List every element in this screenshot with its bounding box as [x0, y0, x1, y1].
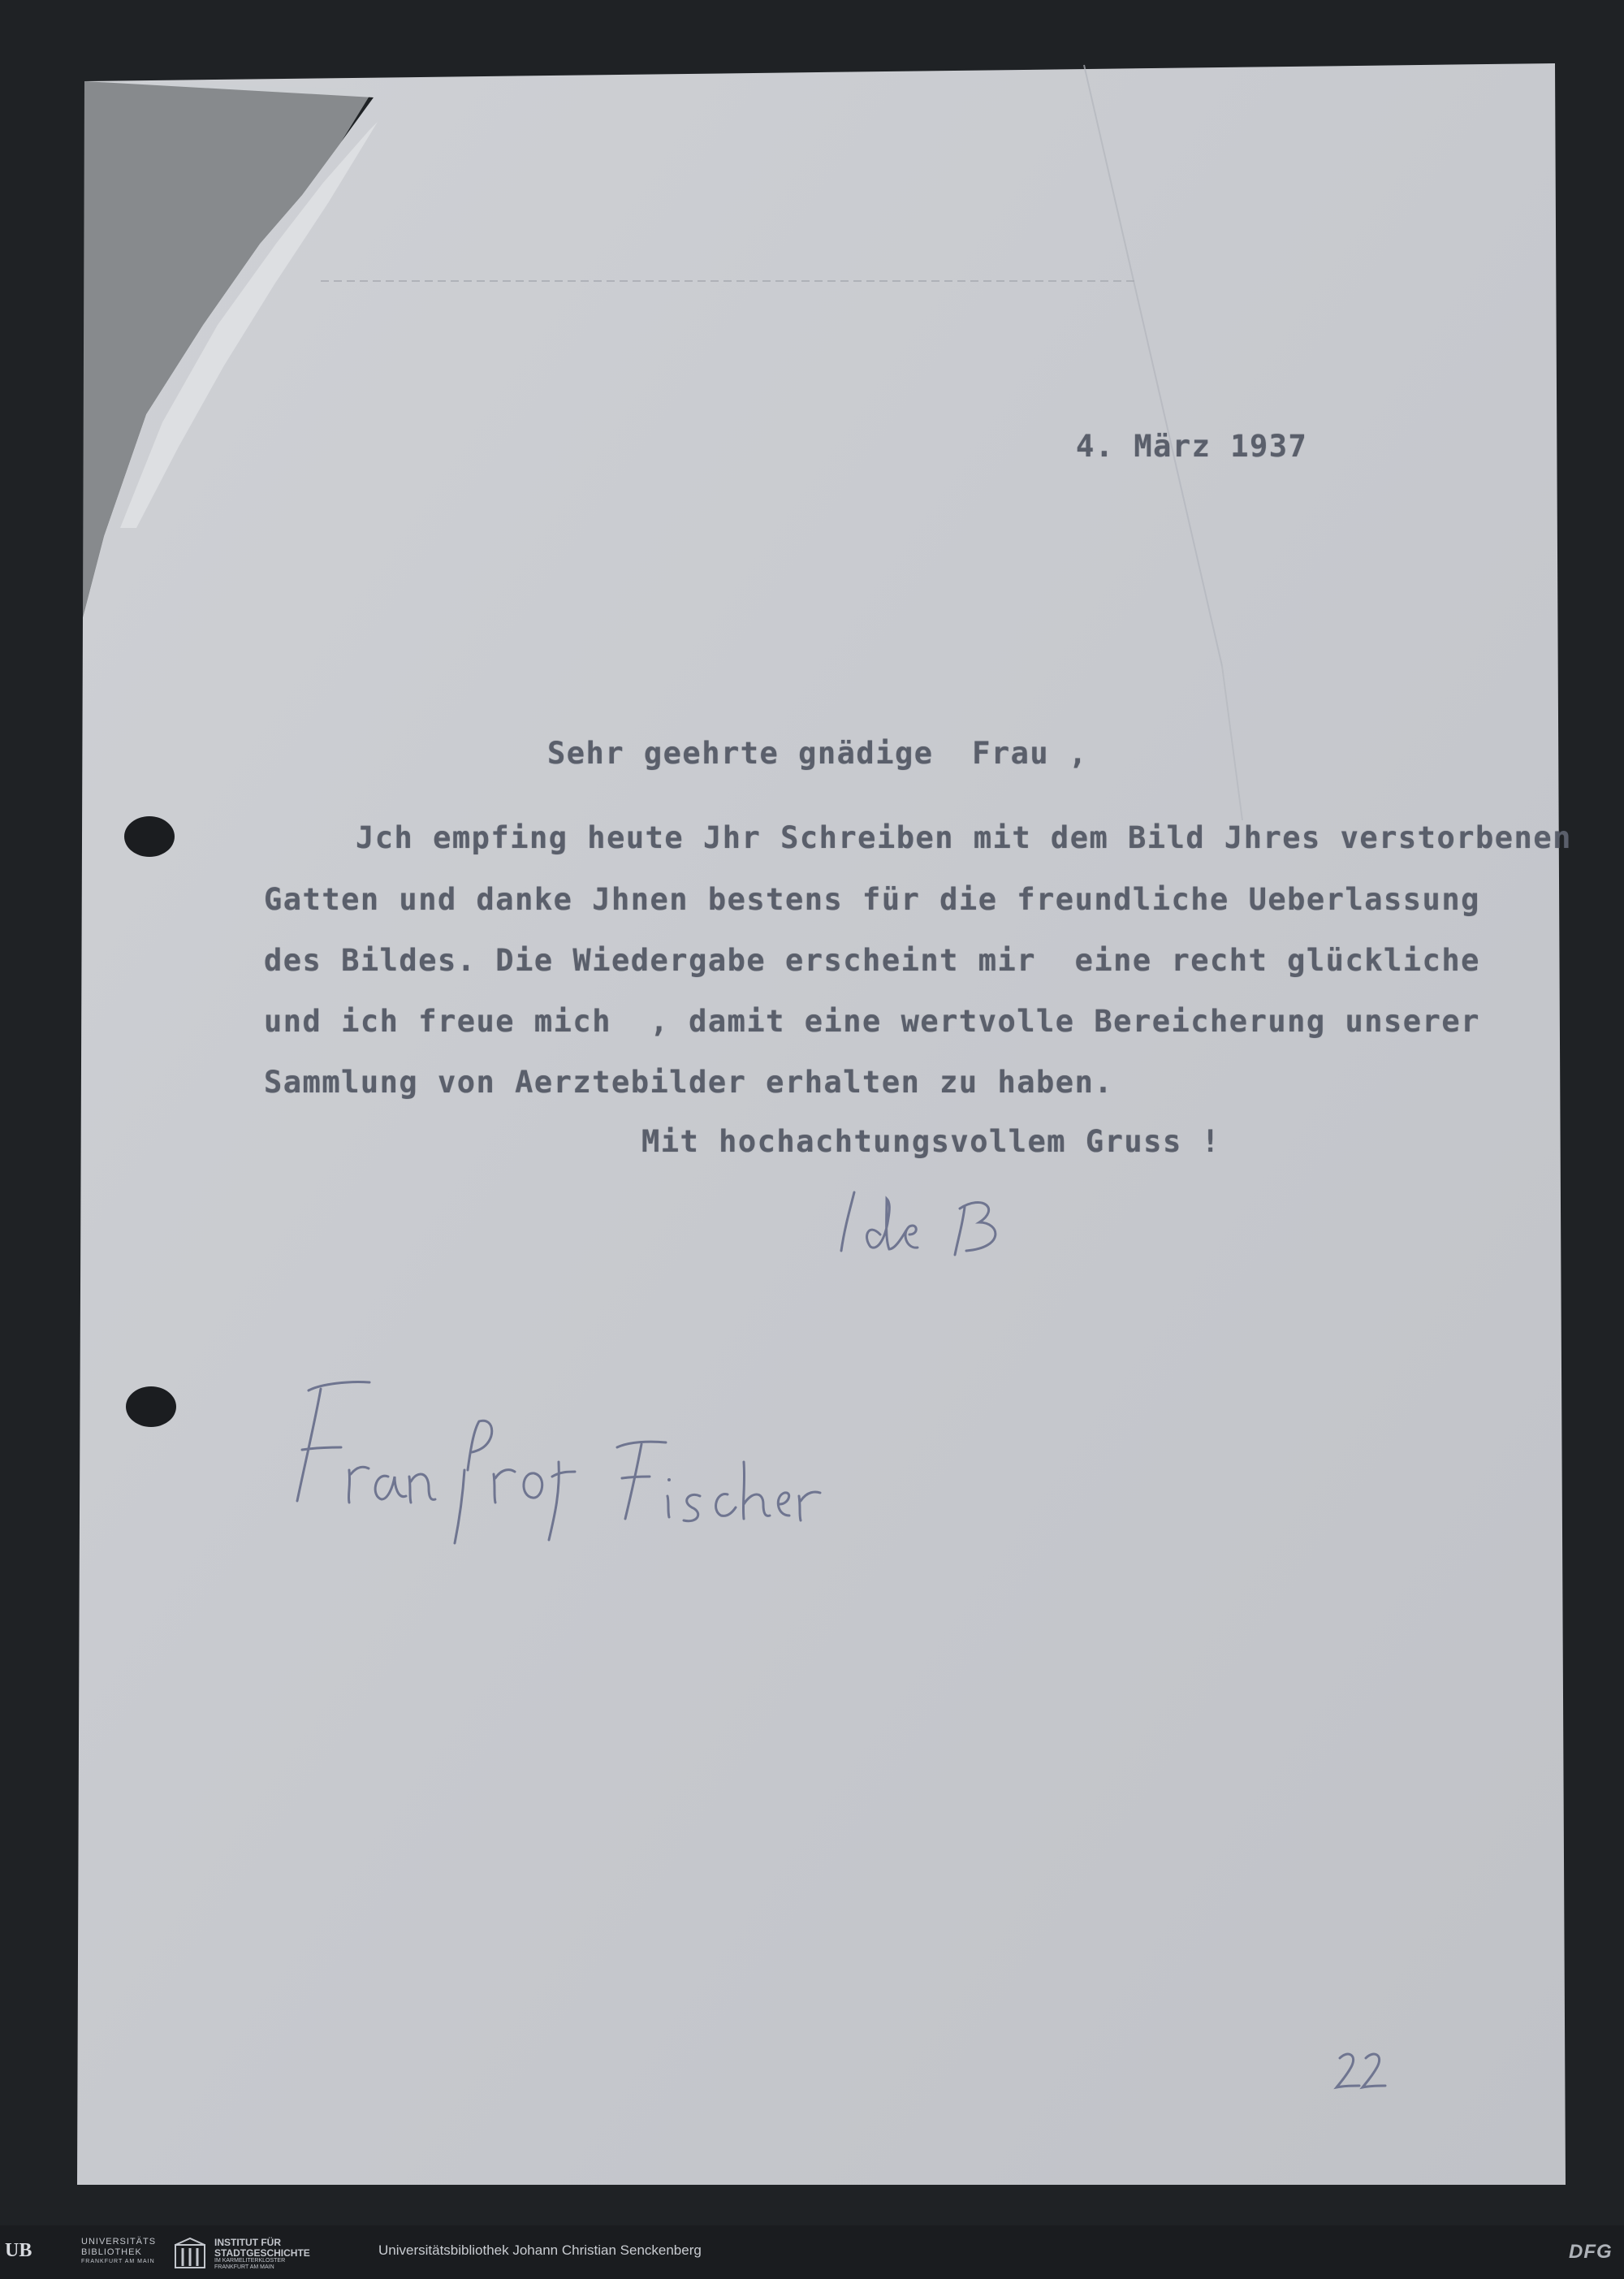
letter-body-line: Jch empfing heute Jhr Schreiben mit dem Bild Jhres verstorbenen [356, 820, 1572, 855]
isg-logo-line: IM KARMELITERKLOSTER [214, 2258, 286, 2264]
isg-logo-line: INSTITUT FÜR [214, 2237, 281, 2248]
institute-city-history-logo[interactable] [174, 2237, 328, 2269]
ub-logo-line: UNIVERSITÄTS [81, 2237, 157, 2247]
dfg-logo[interactable]: DFG [1569, 2241, 1613, 2263]
punch-hole [124, 816, 175, 857]
ub-logo-line: BIBLIOTHEK [81, 2247, 142, 2257]
letter-body-line: und ich freue mich , damit eine wertvolle Bereicherung unserer [264, 1004, 1480, 1039]
isg-logo-line: FRANKFURT AM MAIN [214, 2264, 274, 2270]
isg-logo-line: STADTGESCHICHTE [214, 2247, 310, 2259]
ub-logo-mark: UB [5, 2240, 32, 2261]
letter-body-line: Sammlung von Aerztebilder erhalten zu haben. [264, 1065, 1114, 1100]
letter-closing: Mit hochachtungsvollem Gruss ! [641, 1124, 1221, 1159]
viewer-footer [0, 2225, 1624, 2279]
university-library-logo[interactable] [5, 2237, 164, 2269]
letter-date: 4. März 1937 [1076, 429, 1308, 464]
letter-salutation: Sehr geehrte gnädige Frau , [547, 736, 1088, 771]
letter-body-line: Gatten und danke Jhnen bestens für die freundliche Ueberlassung [264, 882, 1480, 917]
ub-logo-line: FRANKFURT AM MAIN [81, 2259, 155, 2264]
institution-name-link[interactable]: Universitätsbibliothek Johann Christian Senckenberg [378, 2242, 702, 2258]
building-icon [174, 2237, 206, 2269]
punch-hole [126, 1386, 176, 1427]
letter-body-line: des Bildes. Die Wiedergabe erscheint mir eine recht glückliche [264, 943, 1480, 978]
